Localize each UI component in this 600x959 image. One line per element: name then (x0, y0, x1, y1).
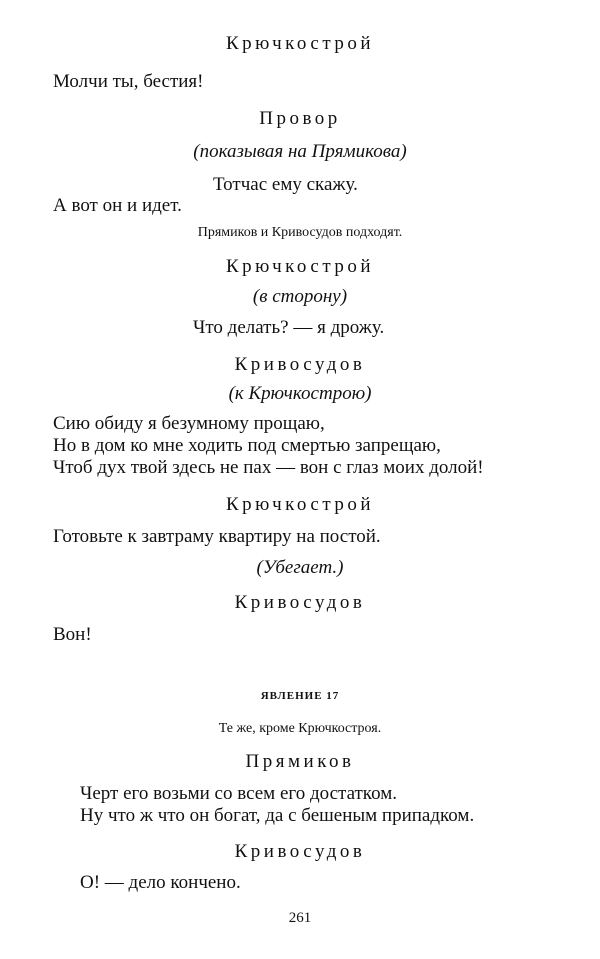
stage-direction: (в сторону) (252, 286, 348, 307)
verse-line: Молчи ты, бестия! (53, 71, 204, 92)
stage-remark: Те же, кроме Крючкостроя. (218, 721, 382, 736)
verse-line: Чтоб дух твой здесь не пах — вон с глаз моих долой! (53, 457, 484, 478)
stage-direction: (показывая на Прямикова) (193, 141, 407, 162)
speaker-name: Крючкострой (225, 256, 375, 277)
verse-line: Но в дом ко мне ходить под смертью запрещаю, (53, 435, 441, 456)
verse-line: О! — дело кончено. (80, 872, 241, 893)
speaker-name: Кривосудов (234, 841, 366, 862)
scene-heading: ЯВЛЕНИЕ 17 (260, 690, 340, 702)
stage-direction: (к Крючкострою) (228, 383, 372, 404)
speaker-name: Прямиков (245, 751, 355, 772)
verse-line: Что делать? — я дрожу. (193, 317, 385, 338)
speaker-name: Крючкострой (225, 494, 375, 515)
speaker-name: Крючкострой (225, 33, 375, 54)
verse-line: Ну что ж что он богат, да с бешеным припадком. (80, 805, 475, 826)
verse-line: Готовьте к завтраму квартиру на постой. (53, 526, 381, 547)
stage-direction: (Убегает.) (256, 557, 344, 578)
verse-line: А вот он и идет. (53, 195, 182, 216)
verse-line: Вон! (53, 624, 92, 645)
verse-line: Сию обиду я безумному прощаю, (53, 413, 325, 434)
verse-line: Тотчас ему скажу. (213, 174, 358, 195)
speaker-name: Кривосудов (234, 592, 366, 613)
speaker-name: Кривосудов (234, 354, 366, 375)
verse-line: Черт его возьми со всем его достатком. (80, 783, 397, 804)
speaker-name: Провор (259, 108, 341, 129)
stage-remark: Прямиков и Кривосудов подходят. (197, 225, 403, 240)
page-number: 261 (288, 910, 312, 926)
